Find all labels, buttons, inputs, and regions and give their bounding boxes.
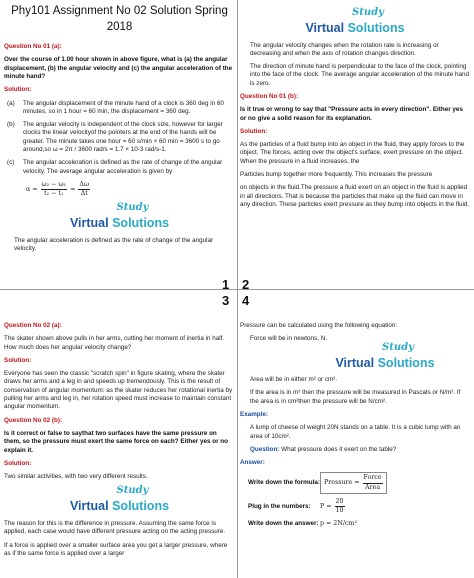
page-number-4: 4 xyxy=(242,293,250,308)
answer-heading: Answer: xyxy=(240,459,265,467)
paragraph: on objects in the fluid.The pressure a fluid exert on an object in the fluid is applied in all directions. That is because the particles that make up the fluid can move in any direction. These particles exert pressure as they bump into objects in the fluid. xyxy=(240,184,470,208)
virtual-study-solutions-logo: Study Virtual Solutions xyxy=(69,202,170,231)
answer-step: Write down the answer: p = 2N/cm² xyxy=(248,519,357,527)
paragraph: If a force is applied over a smaller surface area you get a larger pressure, where as if the same force is applied over a larger xyxy=(4,541,228,557)
plug-in-step: Plug in the numbers: P = $\frac{20}{10}$ xyxy=(248,498,344,515)
answer-c: (c) The angular acceleration is defined as the rate of change of the angular velocity. The average angular acceleration is given by xyxy=(7,159,223,175)
paragraph: As the particles of a fluid bump into an object in the fluid, they apply forces to the object. The forces, acting over the object's surface, exert pressure on the object. When the pressure in a fluid increases, the xyxy=(240,141,465,165)
solution-heading: Solution: xyxy=(240,127,268,135)
page-number-1: 1 xyxy=(222,277,230,292)
answer-c-continued: The angular acceleration is defined as the rate of change of the angular velocity. xyxy=(14,236,214,253)
question-text: The skater shown above pulls in her arms, cutting her moment of inertia in half. How much does her angular velocity change? xyxy=(4,335,225,351)
question-heading: Question No 02 (b): xyxy=(4,416,63,424)
question-heading: Question No 01 (a): xyxy=(4,43,62,51)
paragraph: Two similar activities, with two very different results. xyxy=(4,473,148,481)
paragraph: A lump of cheese of weight 20N stands on a table. It is a cubic lump with an area of 10cm². xyxy=(250,424,461,440)
angular-acceleration-formula: α = $\frac{\text{ω₂ − ω₁}}{\text{t₂ − t₁}}$ = $\frac{\Delta\omega}{\Delta t}$ xyxy=(26,180,90,198)
formula-step: Write down the formula: Pressure = $\frac{\text{Force}}{\text{Area}}$ xyxy=(248,472,470,494)
page-number-3: 3 xyxy=(222,293,230,308)
virtual-study-solutions-logo: Study Virtual Solutions xyxy=(69,485,170,514)
question-heading: Question No 02 (a): xyxy=(4,322,62,329)
page-1 xyxy=(4,2,235,285)
paragraph: Pressure can be calculated using the following equation: xyxy=(240,322,398,329)
page-number-2: 2 xyxy=(242,277,250,292)
paragraph: The direction of minute hand is perpendicular to the face of the clock, pointing into the face of the clock. The average angular acceleration of the minute hand is zero. xyxy=(250,63,470,87)
virtual-study-solutions-logo: Study Virtual Solutions xyxy=(305,7,405,35)
paragraph: Particles bump together more frequently. This increases the pressure xyxy=(240,171,433,179)
solution-heading: Solution: xyxy=(4,459,32,467)
question-line: Question: What pressure does it exert on the table? xyxy=(250,445,397,453)
paragraph: The reason for this is the difference in pressure. Assuming the same force is applied, each case would have different pressure acting on the acting pressure. xyxy=(4,519,226,536)
question-heading: Question No 01 (b): xyxy=(240,92,299,100)
solution-heading: Solution: xyxy=(4,356,32,364)
question-text: Over the course of 1.00 hour shown in above figure, what is (a) the angular displacement, (b) the angular velocity and (c) the angular acceleration of the minute hand? xyxy=(4,56,233,80)
solution-heading: Solution: xyxy=(4,86,32,94)
document-title: Phy101 Assignment No 02 Solution Spring 2018 xyxy=(11,5,228,33)
paragraph: The angular velocity changes when the rotation rate is increasing or decreasing and when the axis of rotation changes direction. xyxy=(250,41,439,57)
question-text: Is it correct or false to saythat two surfaces have the same pressure on them, so the pressure must exert the same force on each? Either yes or no explain it. xyxy=(4,429,228,454)
page-3 xyxy=(4,322,235,576)
page-2 xyxy=(240,2,470,285)
paragraph: If the area is in m² then the pressure will be measured in Pascals or N/m². If the area is in cm²then the pressure will be N/cm². xyxy=(250,389,461,405)
paragraph: Force will be in newtons, N. xyxy=(250,335,327,343)
paragraph: Everyone has seen the classic "scratch spin" in figure skating, where the skater draws her arms and a leg in and speeds up tremendously. This is the result of conservation of angular momentum: as the skater reduces her rotational inertia by pulling her arms and leg in, her rotation speed must increase to maintain constant angular momentum. xyxy=(4,370,233,411)
answer-b: (b) The angular velocity is independent of the clock size, however for larger clocks the linear velocityof the pointers at the end of the hands will be greater. The minute takes one hour = 60 s/min × 60 min = 3600 s to go around,so ω = 2π / 3600 rad/s = 1.7 × 10-3 rad/s-1. xyxy=(7,121,223,153)
question-text: Is it true or wrong to say that "Pressure acts in every direction". Either yes or no give a solid reason for its explanation. xyxy=(240,106,463,122)
answer-a: (a) The angular displacement of the minute hand of a clock is 360 deg in 60 minutes, so in 1 hour = 60 min, the displacement = 360 deg. xyxy=(7,99,224,115)
virtual-study-solutions-logo: Study Virtual Solutions xyxy=(335,341,435,370)
paragraph: Area will be in either m² or cm². xyxy=(250,376,338,384)
vertical-divider xyxy=(237,0,238,578)
example-heading: Example: xyxy=(240,410,268,418)
page-4 xyxy=(240,322,470,576)
